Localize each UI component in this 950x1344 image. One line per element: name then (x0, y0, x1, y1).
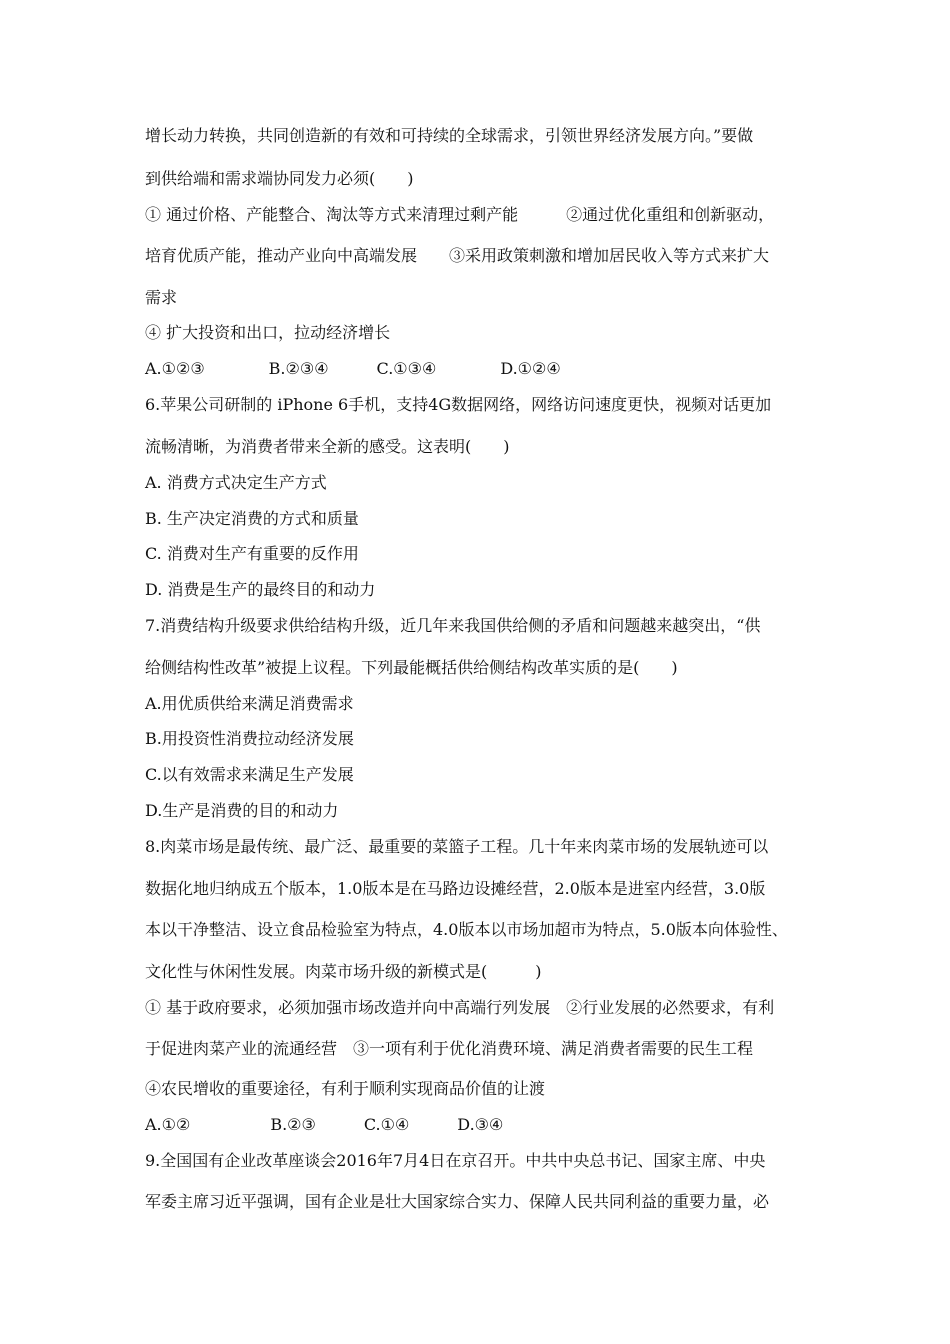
text-line: A.①② B.②③ C.①④ D.③④ (145, 1115, 504, 1134)
text-line: 数据化地归纳成五个版本，1.0版本是在马路边设摊经营，2.0版本是进室内经营，3.0版 (145, 879, 766, 898)
text-line: A.用优质供给来满足消费需求 (145, 694, 354, 713)
text-line: ① 基于政府要求，必须加强市场改造并向中高端行列发展 ②行业发展的必然要求，有利 (145, 998, 775, 1017)
text-line: B. 生产决定消费的方式和质量 (145, 509, 359, 528)
text-line: C.以有效需求来满足生产发展 (145, 765, 354, 784)
text-line: 增长动力转换，共同创造新的有效和可持续的全球需求，引领世界经济发展方向。”要做 (145, 126, 754, 145)
text-line: B.用投资性消费拉动经济发展 (145, 729, 354, 748)
text-line: A.①②③ B.②③④ C.①③④ D.①②④ (145, 359, 561, 378)
text-line: 于促进肉菜产业的流通经营 ③一项有利于优化消费环境、满足消费者需要的民生工程 (145, 1039, 754, 1058)
text-line: D.生产是消费的目的和动力 (145, 801, 339, 820)
text-line: 需求 (145, 288, 178, 307)
text-line: 到供给端和需求端协同发力必须( ) (145, 169, 414, 188)
text-line: ④ 扩大投资和出口，拉动经济增长 (145, 323, 391, 342)
text-line: D. 消费是生产的最终目的和动力 (145, 580, 376, 599)
text-line: 9.全国国有企业改革座谈会2016年7月4日在京召开。中共中央总书记、国家主席、中央 (145, 1151, 766, 1170)
text-line: A. 消费方式决定生产方式 (145, 473, 327, 492)
text-line: 文化性与休闲性发展。肉菜市场升级的新模式是( ) (145, 962, 542, 981)
text-line: ① 通过价格、产能整合、淘汰等方式来清理过剩产能 ②通过优化重组和创新驱动， (145, 205, 775, 224)
text-line: C. 消费对生产有重要的反作用 (145, 544, 359, 563)
text-line: 流畅清晰，为消费者带来全新的感受。这表明( ) (145, 437, 510, 456)
text-line: 军委主席习近平强调，国有企业是壮大国家综合实力、保障人民共同利益的重要力量，必 (145, 1192, 770, 1211)
text-line: 6.苹果公司研制的 iPhone 6手机，支持4G数据网络，网络访问速度更快，视频对话更加 (145, 395, 772, 414)
text-line: 给侧结构性改革”被提上议程。下列最能概括供给侧结构改革实质的是( ) (145, 658, 678, 677)
text-line: 培育优质产能，推动产业向中高端发展 ③采用政策刺激和增加居民收入等方式来扩大 (145, 246, 770, 265)
text-line: 本以干净整洁、设立食品检验室为特点，4.0版本以市场加超市为特点，5.0版本向体验性、 (145, 920, 788, 939)
text-line: 8.肉菜市场是最传统、最广泛、最重要的菜篮子工程。几十年来肉菜市场的发展轨迹可以 (145, 837, 769, 856)
text-line: 7.消费结构升级要求供给结构升级，近几年来我国供给侧的矛盾和问题越来越突出，“供 (145, 616, 761, 635)
text-line: ④农民增收的重要途径，有利于顺利实现商品价值的让渡 (145, 1079, 546, 1098)
